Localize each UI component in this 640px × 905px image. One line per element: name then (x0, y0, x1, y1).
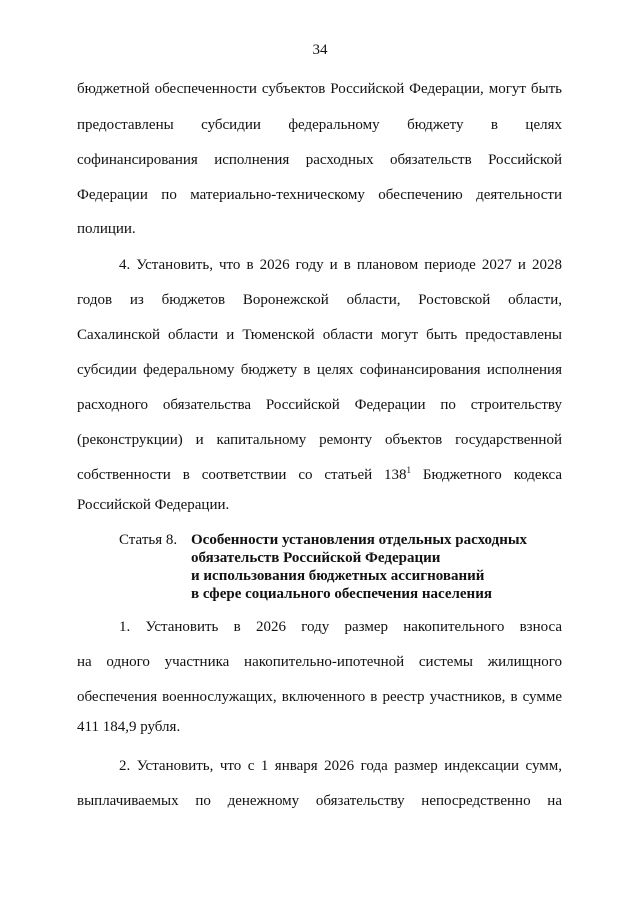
article-title-line: и использования бюджетных ассигнований (191, 568, 485, 584)
text-line: полиции. (77, 221, 136, 237)
article-title-line: в сфере социального обеспечения населения (191, 586, 492, 602)
page-number: 34 (312, 42, 328, 58)
text-line-with-footnote (77, 466, 562, 484)
text-line: софинансирования исполнения расходных обязательств Российской (77, 152, 562, 168)
text-line: Российской Федерации. (77, 497, 230, 513)
article-title (191, 531, 551, 603)
text-line: расходного обязательства Российской Федерации по строительству (77, 397, 562, 413)
superscript: 1 (406, 465, 412, 475)
article-title-line: Особенности установления отдельных расходных (191, 532, 528, 548)
text-line: 411 184,9 рубля. (77, 719, 181, 735)
paragraph-first-line: 1. Установить в 2026 году размер накопительного взноса (119, 619, 562, 635)
text-line: обеспечения военнослужащих, включенного в реестр участников, в сумме (77, 689, 562, 705)
text-line: предоставлены субсидии федеральному бюджету в целях (77, 117, 562, 133)
text-segment: собственности в соответствии со статьей 138 (77, 467, 407, 483)
text-line: бюджетной обеспеченности субъектов Российской Федерации, могут быть (77, 81, 562, 97)
text-line: (реконструкции) и капитальному ремонту объектов государственной (77, 432, 562, 448)
paragraph-first-line: 2. Установить, что с 1 января 2026 года размер индексации сумм, (119, 758, 562, 774)
article-title-line: обязательств Российской Федерации (191, 550, 441, 566)
text-line: годов из бюджетов Воронежской области, Ростовской области, (77, 292, 562, 308)
text-line: Сахалинской области и Тюменской области могут быть предоставлены (77, 327, 562, 343)
text-segment: Бюджетного кодекса (411, 467, 562, 483)
article-number: Статья 8. (119, 532, 178, 548)
text-line: субсидии федеральному бюджету в целях софинансирования исполнения (77, 362, 562, 378)
text-line: Федерации по материально-техническому обеспечению деятельности (77, 187, 562, 203)
paragraph-first-line: 4. Установить, что в 2026 году и в плановом периоде 2027 и 2028 (119, 257, 562, 273)
text-line: на одного участника накопительно-ипотечной системы жилищного (77, 654, 562, 670)
text-line: выплачиваемых по денежному обязательству непосредственно на (77, 793, 562, 809)
